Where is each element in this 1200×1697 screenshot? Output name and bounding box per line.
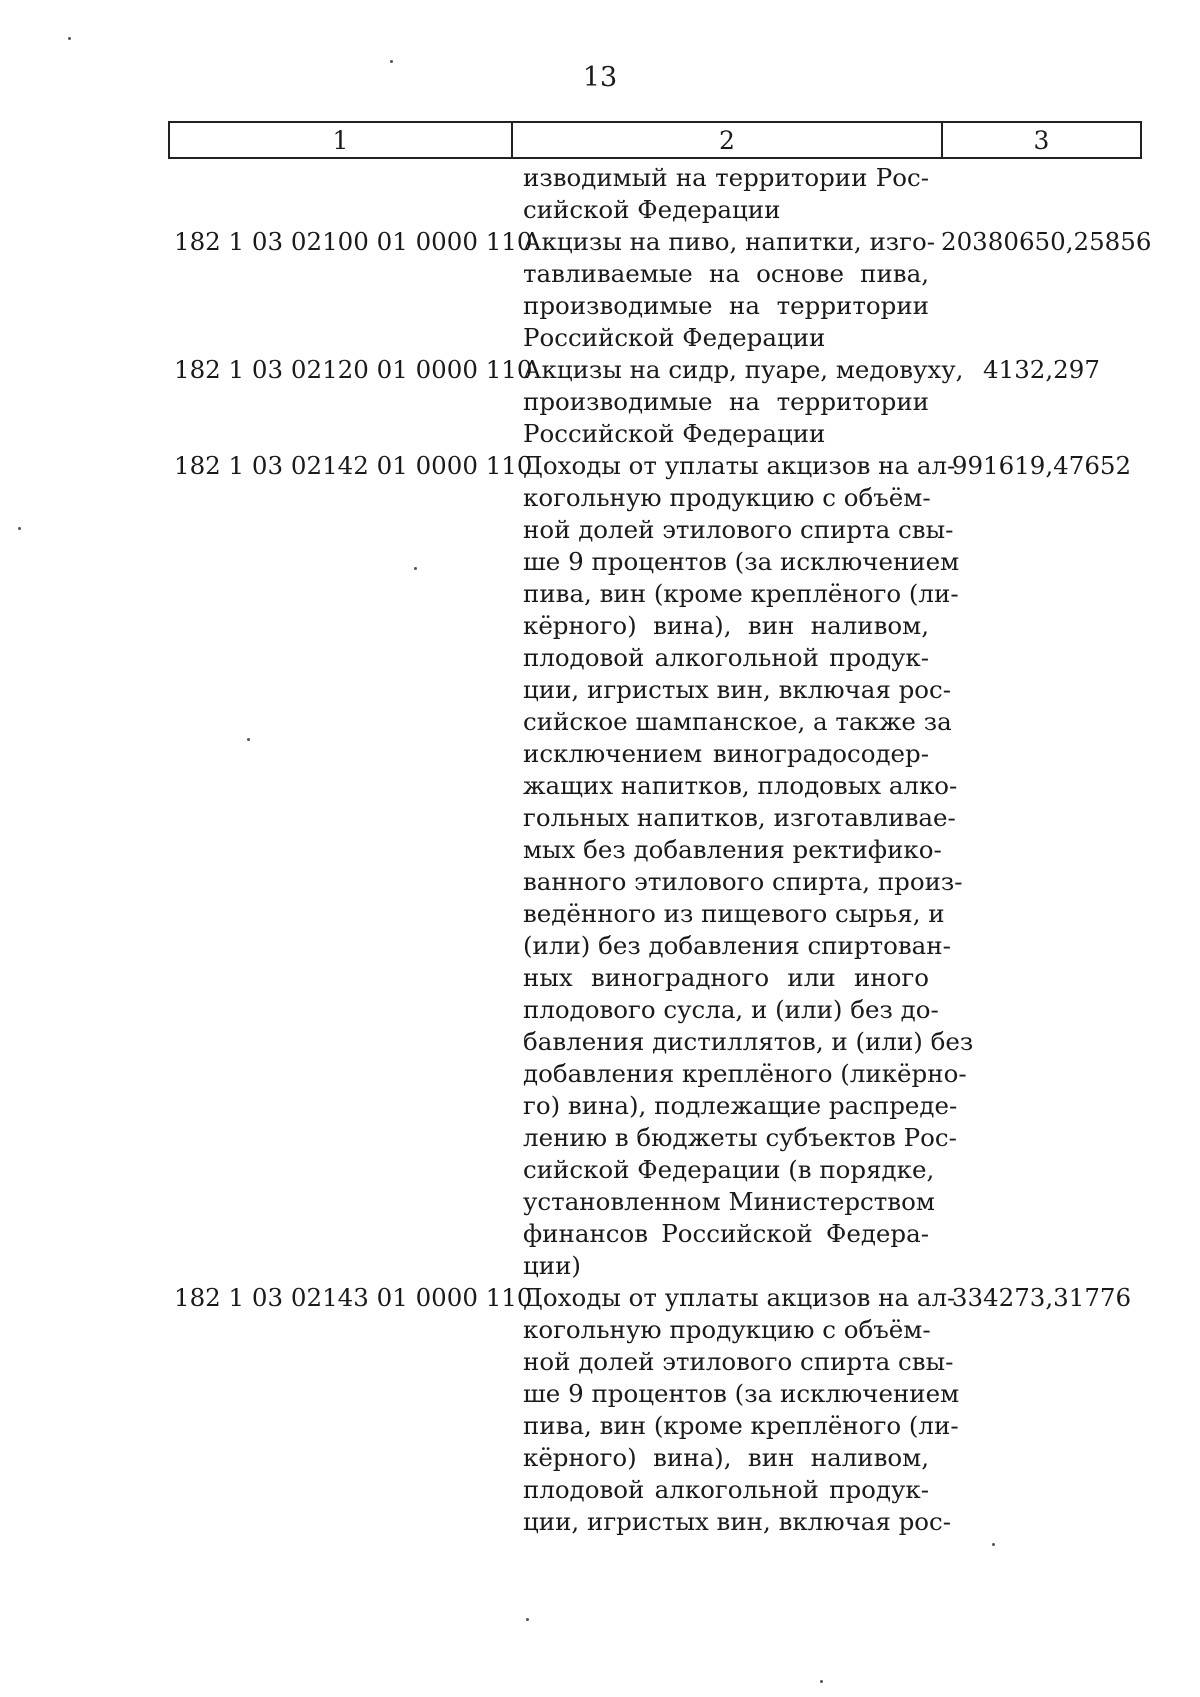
description-line: тавливаемые на основе пива, [523, 259, 929, 288]
description-line: ных виноградного или иного [523, 963, 929, 992]
description-line: плодовой алкогольной продук- [523, 643, 929, 672]
description-line: плодового сусла, и (или) без до- [523, 995, 939, 1024]
description-line: ной долей этилового спирта свы- [523, 1347, 954, 1376]
description-line: ше 9 процентов (за исключением [523, 1379, 960, 1408]
description-line: (или) без добавления спиртован- [523, 931, 951, 960]
description-line: гольных напитков, изготавливае- [523, 803, 956, 832]
table-row [168, 354, 1142, 450]
description-line: производимые на территории [523, 387, 929, 416]
table-row [168, 1282, 1142, 1538]
page-number: 13 [582, 62, 618, 93]
revenue-description [511, 226, 941, 354]
amount: 20380650,25856 [941, 227, 1152, 256]
description-line: Доходы от уплаты акцизов на ал- [523, 1283, 956, 1312]
header-col-2: 2 [513, 123, 943, 157]
description-line: ции, игристых вин, включая рос- [523, 1507, 952, 1536]
description-line: исключением виноградосодер- [523, 739, 929, 768]
budget-code: 182 1 03 02143 01 0000 110 [174, 1283, 533, 1312]
description-line: кёрного) вина), вин наливом, [523, 1443, 929, 1472]
description-line: го) вина), подлежащие распреде- [523, 1091, 958, 1120]
description-line: когольную продукцию с объём- [523, 483, 931, 512]
header-col-3: 3 [1033, 125, 1050, 155]
description-line: ции) [523, 1251, 581, 1280]
budget-code: 182 1 03 02120 01 0000 110 [174, 355, 533, 384]
scan-speck [68, 37, 71, 40]
revenue-description [511, 450, 974, 1282]
description-line: Акцизы на пиво, напитки, изго- [523, 227, 936, 256]
table-row [168, 450, 1142, 1282]
amount: 991619,47652 [951, 451, 1132, 480]
amount [941, 162, 1142, 226]
description-line: пива, вин (кроме креплёного (ли- [523, 1411, 959, 1440]
description-line: установленном Министерством [523, 1187, 935, 1216]
scan-speck [18, 527, 21, 530]
description-line: сийской Федерации (в порядке, [523, 1155, 935, 1184]
description-line: Акцизы на сидр, пуаре, медовуху, [523, 355, 964, 384]
description-line: плодовой алкогольной продук- [523, 1475, 929, 1504]
revenue-description [511, 162, 941, 226]
scan-speck [414, 567, 417, 570]
description-line: сийской Федерации [523, 195, 781, 224]
description-line: ше 9 процентов (за исключением [523, 547, 960, 576]
description-line: жащих напитков, плодовых алко- [523, 771, 958, 800]
amount: 4132,297 [983, 355, 1100, 384]
description-line: кёрного) вина), вин наливом, [523, 611, 929, 640]
description-line: изводимый на территории Рос- [523, 163, 929, 192]
description-line: мых без добавления ректифико- [523, 835, 942, 864]
description-line: когольную продукцию с объём- [523, 1315, 931, 1344]
scan-speck [820, 1680, 823, 1683]
description-line: ведённого из пищевого сырья, и [523, 899, 945, 928]
description-line: ной долей этилового спирта свы- [523, 515, 954, 544]
header-col-1: 1 [170, 123, 513, 157]
scan-speck [992, 1543, 995, 1546]
description-line: Российской Федерации [523, 419, 826, 448]
budget-code: 182 1 03 02142 01 0000 110 [174, 451, 533, 480]
description-line: пива, вин (кроме креплёного (ли- [523, 579, 959, 608]
scan-speck [390, 60, 393, 63]
description-line: ванного этилового спирта, произ- [523, 867, 963, 896]
description-line: финансов Российской Федера- [523, 1219, 929, 1248]
description-line: добавления креплёного (ликёрно- [523, 1059, 967, 1088]
revenue-description [511, 354, 964, 450]
description-line: бавления дистиллятов, и (или) без [523, 1027, 974, 1056]
description-line: ции, игристых вин, включая рос- [523, 675, 952, 704]
table-row [168, 226, 1152, 354]
table-body [168, 162, 1152, 1538]
description-line: сийское шампанское, а также за [523, 707, 952, 736]
description-line: производимые на территории [523, 291, 929, 320]
scan-speck [247, 738, 250, 741]
description-line: лению в бюджеты субъектов Рос- [523, 1123, 957, 1152]
table-header [168, 121, 1142, 159]
table-row [168, 162, 1142, 226]
budget-code [168, 162, 511, 226]
revenue-description [511, 1282, 960, 1538]
description-line: Доходы от уплаты акцизов на ал- [523, 451, 956, 480]
budget-code: 182 1 03 02100 01 0000 110 [174, 227, 533, 256]
amount: 334273,31776 [951, 1283, 1132, 1312]
description-line: Российской Федерации [523, 323, 826, 352]
scan-speck [526, 1618, 529, 1621]
